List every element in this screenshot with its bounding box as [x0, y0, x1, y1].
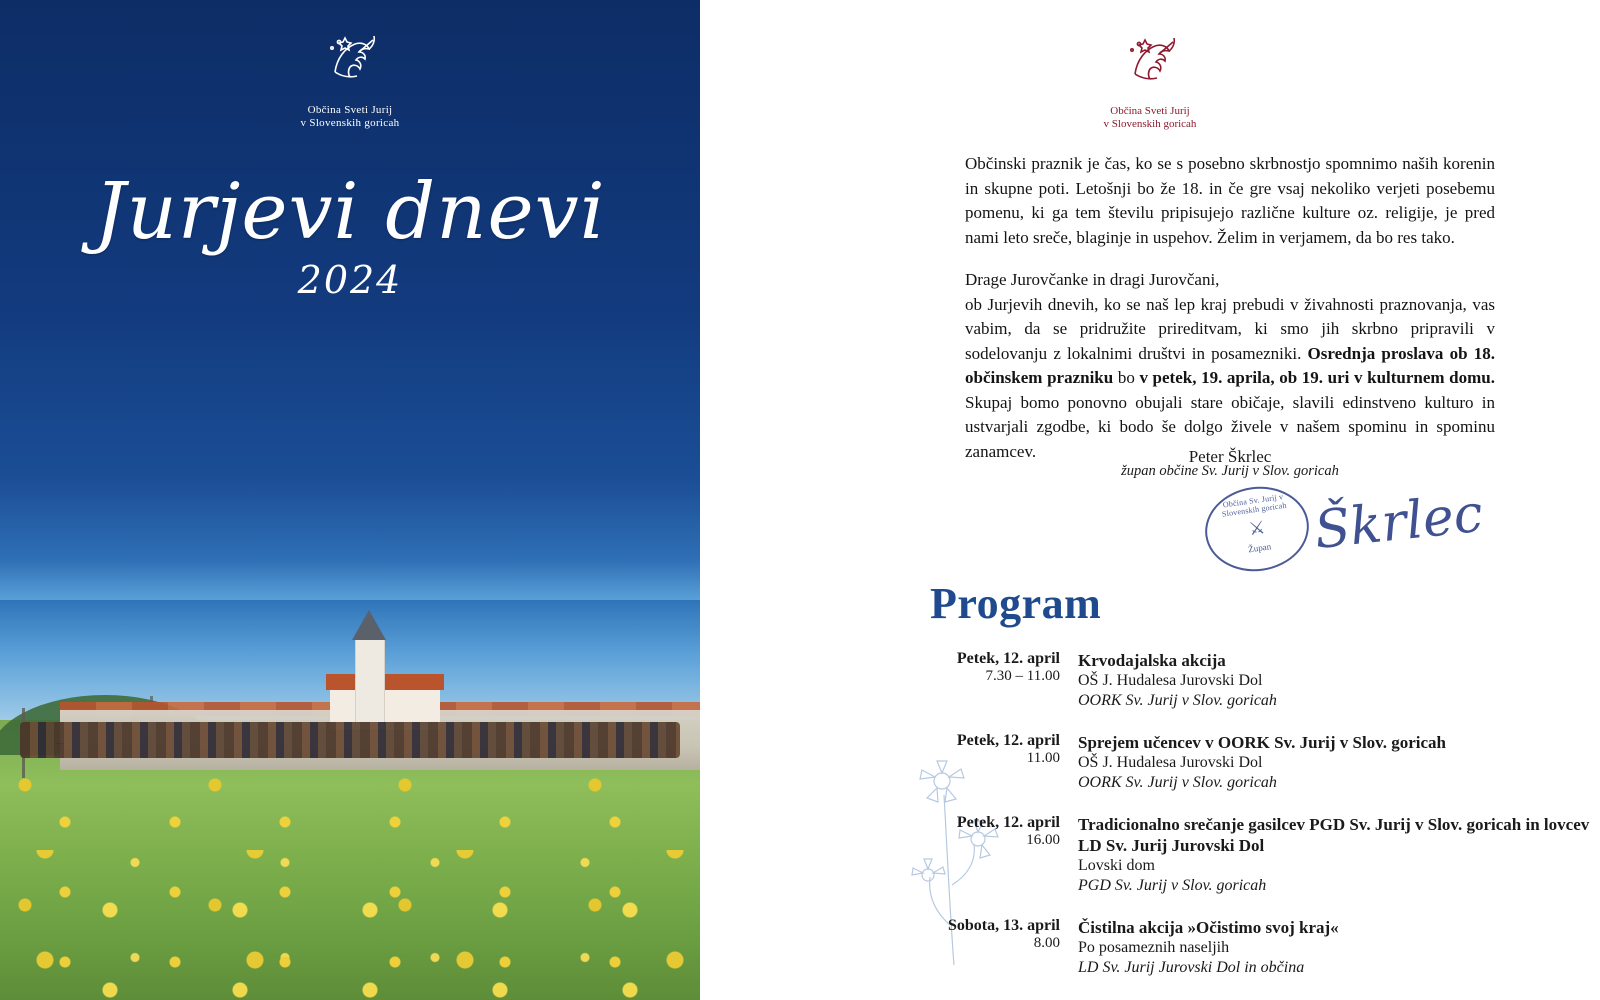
program-what [1078, 732, 1590, 793]
signature-name: Peter Škrlec [1188, 447, 1272, 466]
signature-role: župan občine Sv. Jurij v Slov. goricah [1121, 463, 1339, 479]
program-list [900, 650, 1590, 999]
cover-photograph [0, 600, 700, 1000]
program-event-location: OŠ J. Hudalesa Jurovski Dol [1078, 754, 1263, 771]
municipality-name-line2: v Slovenskih goricah [300, 117, 400, 129]
program-event-location: Po posameznih naseljih [1078, 939, 1230, 956]
program-date: Petek, 12. april [956, 814, 1060, 831]
municipality-name-line1: Občina Sveti Jurij [1110, 105, 1190, 117]
photo-church-tower [355, 638, 385, 730]
program-when [900, 732, 1078, 793]
program-date: Petek, 12. april [956, 732, 1060, 749]
program-event-title: Sprejem učencev v OORK Sv. Jurij v Slov. goricah [1078, 733, 1447, 752]
program-event-organizer: LD Sv. Jurij Jurovski Dol in občina [1078, 959, 1305, 976]
program-time: 16.00 [1026, 832, 1060, 848]
letter-paragraph-2 [965, 268, 1495, 464]
photo-church-roof [326, 674, 444, 690]
program-date: Sobota, 13. april [947, 917, 1060, 934]
municipality-crest-right [700, 30, 1600, 131]
letter-body-b: bo [1113, 368, 1140, 387]
program-event-title: Tradicionalno srečanje gasilcev PGD Sv. Jurij v Slov. goricah in lovcev LD Sv. Jurij Jurovski Dol [1078, 815, 1590, 855]
municipality-name-line2: v Slovenskih goricah [1103, 118, 1197, 130]
letter-bold-2: v petek, 19. aprila, ob 19. uri v kulturnem domu. [1139, 368, 1496, 387]
letter-body-c: Skupaj bomo ponovno obujali stare običaje, slavili edinstveno kulturo in ustvarjali zgodbe, ki bodo še dolgo živele v našem spominu in spominu zanamcev. [965, 392, 1495, 461]
letter-salutation: Drage Jurovčanke in dragi Jurovčani, [965, 270, 1220, 289]
letter-body-a: ob Jurjevih dnevih, ko se naš lep kraj prebudi v živahnosti praznovanja, vas vabim, da se pridružite prireditvam, ki smo jih skrbno pripravili v sodelovanju z lokalnimi društvi in posamezniki. [965, 294, 1495, 363]
event-title: Jurjevi dnevi [94, 167, 606, 257]
stamp-line-1: Občina Sv. Jurij v Slovenskih goricah [1221, 492, 1288, 519]
program-row [900, 917, 1590, 978]
official-stamp-icon [1200, 480, 1315, 578]
program-when [900, 650, 1078, 711]
program-when [900, 814, 1078, 896]
program-event-title: Čistilna akcija »Očistimo svoj kraj« [1078, 918, 1339, 937]
municipality-name-line1: Občina Sveti Jurij [307, 104, 393, 116]
program-event-location: OŠ J. Hudalesa Jurovski Dol [1078, 672, 1263, 689]
program-row [900, 650, 1590, 711]
photo-dandelion-field-foreground [0, 850, 700, 1000]
photo-crowd-and-horses [20, 722, 680, 758]
photo-church-spire [352, 610, 386, 640]
program-row [900, 732, 1590, 793]
content-panel [700, 0, 1600, 1000]
coat-of-arms-icon [700, 30, 1600, 97]
program-heading: Program [930, 579, 1102, 628]
event-year: 2024 [297, 258, 403, 302]
program-event-location: Lovski dom [1078, 857, 1155, 874]
mayor-letter [965, 152, 1495, 482]
program-date: Petek, 12. april [956, 650, 1060, 667]
program-event-organizer: OORK Sv. Jurij v Slov. goricah [1078, 692, 1277, 709]
program-row [900, 814, 1590, 896]
stamp-crest-icon: ⚔ [1247, 516, 1267, 540]
municipality-crest-left [0, 28, 700, 130]
program-event-organizer: OORK Sv. Jurij v Slov. goricah [1078, 774, 1277, 791]
program-event-title: Krvodajalska akcija [1078, 651, 1226, 670]
program-what [1078, 814, 1590, 896]
letter-paragraph-1: Občinski praznik je čas, ko se s posebno skrbnostjo spomnimo naših korenin in skupne poti. Letošnji bo že 18. in če gre vsaj nekoliko verjeti posebemu pomenu, ki ga tem številu pripisujejo različne kulture oz. religije, je pred nami leto sreče, blaginje in uspehov. Želim in verjamem, da bo res tako. [965, 154, 1495, 247]
program-what [1078, 650, 1590, 711]
program-event-organizer: PGD Sv. Jurij v Slov. goricah [1078, 877, 1267, 894]
handwritten-signature: Škrlec [1311, 483, 1486, 562]
program-time: 11.00 [1026, 750, 1060, 766]
letter-bold-1: Osrednja proslava ob 18. občinskem prazniku [965, 343, 1495, 387]
cover-panel [0, 0, 700, 1000]
program-time: 7.30 – 11.00 [985, 668, 1060, 684]
program-time: 8.00 [1033, 935, 1060, 951]
program-when [900, 917, 1078, 978]
coat-of-arms-icon [0, 28, 700, 96]
program-what [1078, 917, 1590, 978]
stamp-line-2: Župan [1247, 541, 1272, 555]
